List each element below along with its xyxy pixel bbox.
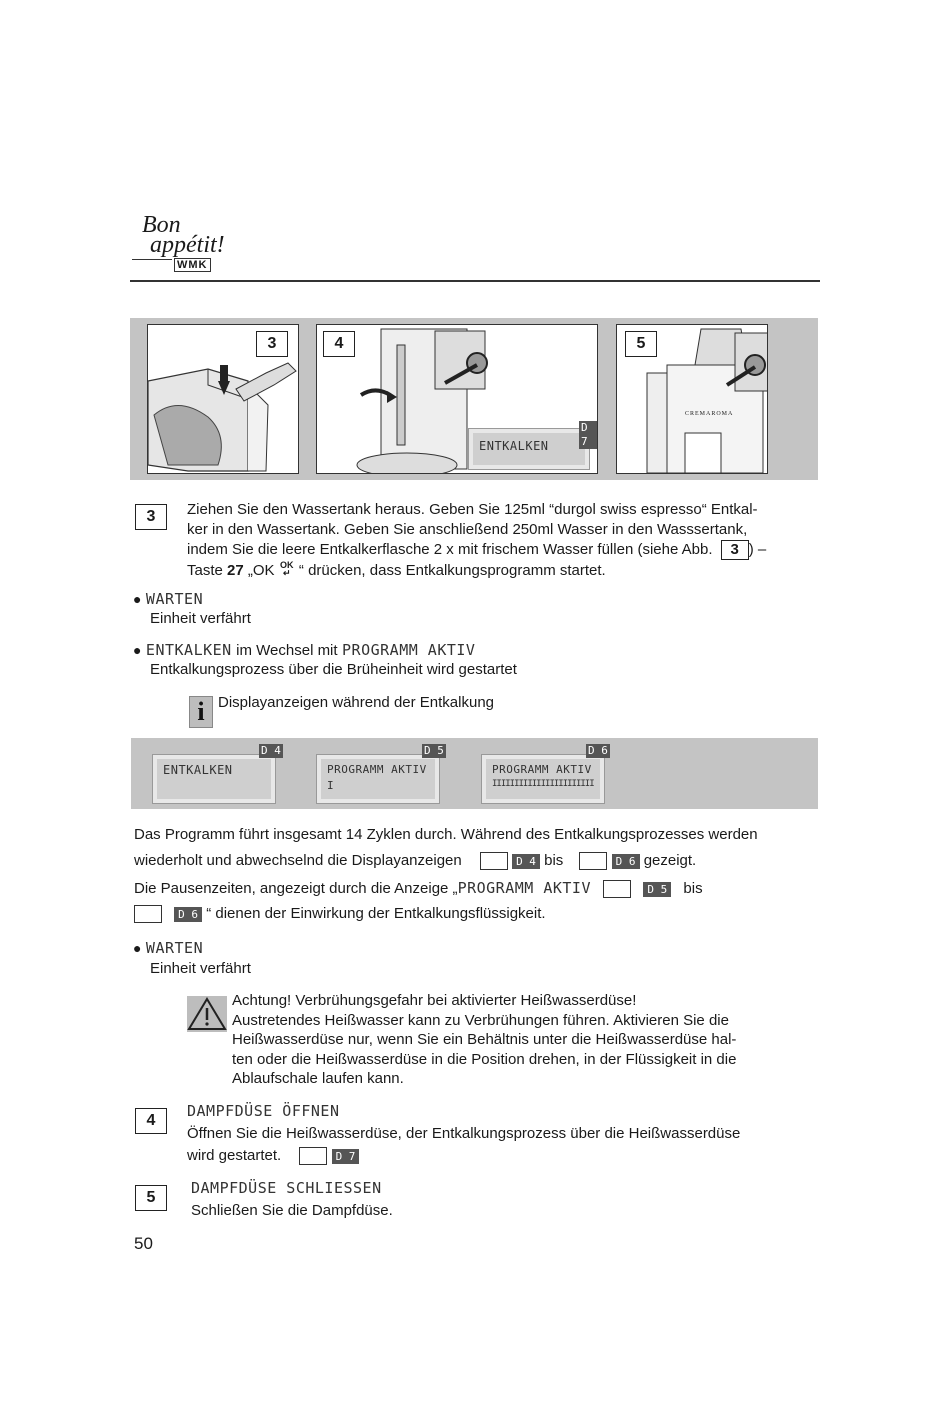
para-line-2 — [134, 851, 696, 871]
step-3-line-4 — [187, 561, 606, 581]
bullet-2-text: Entkalkungsprozess über die Brüheinheit wird gestartet — [150, 661, 517, 678]
para-d6-tag-2: D 6 — [174, 907, 202, 922]
warning-line-2: Austretendes Heißwasser kann zu Verbrühungen führen. Aktivieren Sie die — [232, 1012, 729, 1029]
machine-front-illustration — [617, 325, 767, 473]
header-rule — [130, 280, 820, 282]
display-banner — [131, 738, 818, 809]
step-5-display: DAMPFDÜSE SCHLIESSEN — [191, 1179, 382, 1197]
figure-number-4: 4 — [323, 331, 355, 357]
step-4-number: 4 — [135, 1108, 167, 1134]
warning-triangle-icon — [187, 996, 227, 1032]
logo-appetit: appétit! — [150, 232, 225, 258]
figure-number-5: 5 — [625, 331, 657, 357]
step-3-taste-number: 27 — [227, 562, 244, 579]
para-line-3 — [134, 878, 703, 899]
figure-panel-3 — [147, 324, 299, 474]
para-d5-tag: D 5 — [643, 882, 671, 897]
bullet-2-mid: im Wechsel mit — [236, 642, 338, 659]
para-line-3-bis: bis — [683, 880, 703, 897]
figure-panel-4 — [316, 324, 598, 474]
display-eye-icon — [134, 905, 162, 923]
para-d4-tag: D 4 — [512, 854, 540, 869]
bullet-3-display: WARTEN — [145, 939, 204, 957]
step-4-line-2 — [187, 1146, 359, 1166]
bullet-2 — [133, 641, 475, 661]
warning-line-1: Achtung! Verbrühungsgefahr bei aktivierter Heißwasserdüse! — [232, 992, 637, 1009]
step-3-ok-label: „OK — [247, 562, 275, 579]
bullet-dot-icon: ● — [133, 642, 142, 658]
step-3-taste: Taste — [187, 562, 223, 579]
para-line-3-display: PROGRAMM AKTIV — [457, 879, 591, 897]
display-d4 — [153, 755, 275, 803]
info-text: Displayanzeigen während der Entkalkung — [218, 694, 495, 711]
display-d6-line-2: IIIIIIIIIIIIIIIIIIIIIII — [492, 779, 594, 789]
display-d5-tag: D 5 — [424, 744, 444, 757]
step-3-line-4-end: “ drücken, dass Entkalkungsprogramm startet. — [298, 562, 606, 579]
bullet-1-display: WARTEN — [145, 590, 204, 608]
step-3-line-1: Ziehen Sie den Wassertank heraus. Geben Sie 125ml “durgol swiss espresso“ Entkal- — [187, 501, 758, 518]
figure-banner — [130, 318, 818, 480]
step-3-line-2: ker in den Wassertank. Geben Sie anschließend 250ml Wasser in den Wasssertank, — [187, 521, 748, 538]
para-line-2-bis: bis — [544, 852, 564, 869]
figure-number-3: 3 — [256, 331, 288, 357]
display-d4-tag: D 4 — [261, 744, 281, 757]
bullet-2-display-1: ENTKALKEN — [145, 641, 232, 659]
step-4-display: DAMPFDÜSE ÖFFNEN — [187, 1102, 340, 1120]
display-d5 — [317, 755, 439, 803]
para-line-4 — [134, 904, 546, 924]
bullet-1-text: Einheit verfährt — [150, 610, 251, 627]
step-4-line-1: Öffnen Sie die Heißwasserdüse, der Entkalkungsprozess über die Heißwasserdüse — [187, 1125, 741, 1142]
page-number: 50 — [134, 1234, 153, 1253]
info-icon-glyph: i — [197, 697, 205, 726]
figure-display-d7-text: ENTKALKEN — [479, 439, 549, 453]
display-d4-line-1: ENTKALKEN — [163, 763, 233, 777]
bullet-dot-icon: ● — [133, 591, 142, 607]
figure-display-d7 — [469, 429, 589, 469]
display-eye-icon — [480, 852, 508, 870]
display-eye-icon — [603, 880, 631, 898]
para-line-1: Das Programm führt insgesamt 14 Zyklen durch. Während des Entkalkungsprozesses werden — [134, 826, 758, 843]
warning-line-5: Ablaufschale laufen kann. — [232, 1070, 404, 1087]
figure-display-d7-tag: D 7 — [579, 421, 597, 449]
figure-panel-5 — [616, 324, 768, 474]
step-3-line-3-text: indem Sie die leere Entkalkerflasche 2 x mit frischem Wasser füllen (siehe Abb. — [187, 541, 713, 558]
warning-line-3: Heißwasserdüse nur, wenn Sie ein Behältnis unter die Heißwasserdüse hal- — [232, 1031, 737, 1048]
display-d6-line-1: PROGRAMM AKTIV — [492, 763, 592, 776]
step-3-line-3 — [187, 540, 766, 560]
logo-underline — [132, 259, 172, 260]
display-eye-icon — [299, 1147, 327, 1165]
bullet-dot-icon: ● — [133, 940, 142, 956]
ok-key-icon: OK ↵ — [279, 560, 294, 578]
bullet-1 — [133, 590, 203, 609]
logo-bon: Bon — [142, 212, 181, 238]
step-3-figure-ref: 3 — [721, 540, 749, 560]
para-line-2-end: gezeigt. — [643, 852, 697, 869]
figure-brand-label: CREMAROMA — [685, 411, 734, 417]
display-d6 — [482, 755, 604, 803]
step-5-line-1: Schließen Sie die Dampfdüse. — [191, 1202, 393, 1219]
bullet-3-text: Einheit verfährt — [150, 960, 251, 977]
step-3-number: 3 — [135, 504, 167, 530]
para-line-3-text: Die Pausenzeiten, angezeigt durch die Anzeige „ — [134, 880, 458, 897]
logo-brand: WMK — [174, 258, 211, 272]
info-icon — [189, 696, 213, 728]
warning-line-4: ten oder die Heißwasserdüse in die Position drehen, in der Flüssigkeit in die — [232, 1051, 737, 1068]
display-d6-tag: D 6 — [588, 744, 608, 757]
step-5-number: 5 — [135, 1185, 167, 1211]
para-line-4-text: “ dienen der Einwirkung der Entkalkungsflüssigkeit. — [206, 905, 546, 922]
water-tank-illustration — [148, 325, 298, 473]
bullet-2-display-2: PROGRAMM AKTIV — [342, 641, 476, 659]
display-d5-line-2: I — [327, 779, 335, 792]
para-line-2-text: wiederholt und abwechselnd die Displayanzeigen — [134, 852, 462, 869]
step-4-d7-tag: D 7 — [332, 1149, 360, 1164]
display-eye-icon — [579, 852, 607, 870]
para-d6-tag: D 6 — [612, 854, 640, 869]
step-4-line-2-text: wird gestartet. — [187, 1147, 282, 1164]
bullet-3 — [133, 939, 203, 958]
display-d5-line-1: PROGRAMM AKTIV — [327, 763, 427, 776]
step-3-line-3-end: ) – — [748, 541, 767, 558]
